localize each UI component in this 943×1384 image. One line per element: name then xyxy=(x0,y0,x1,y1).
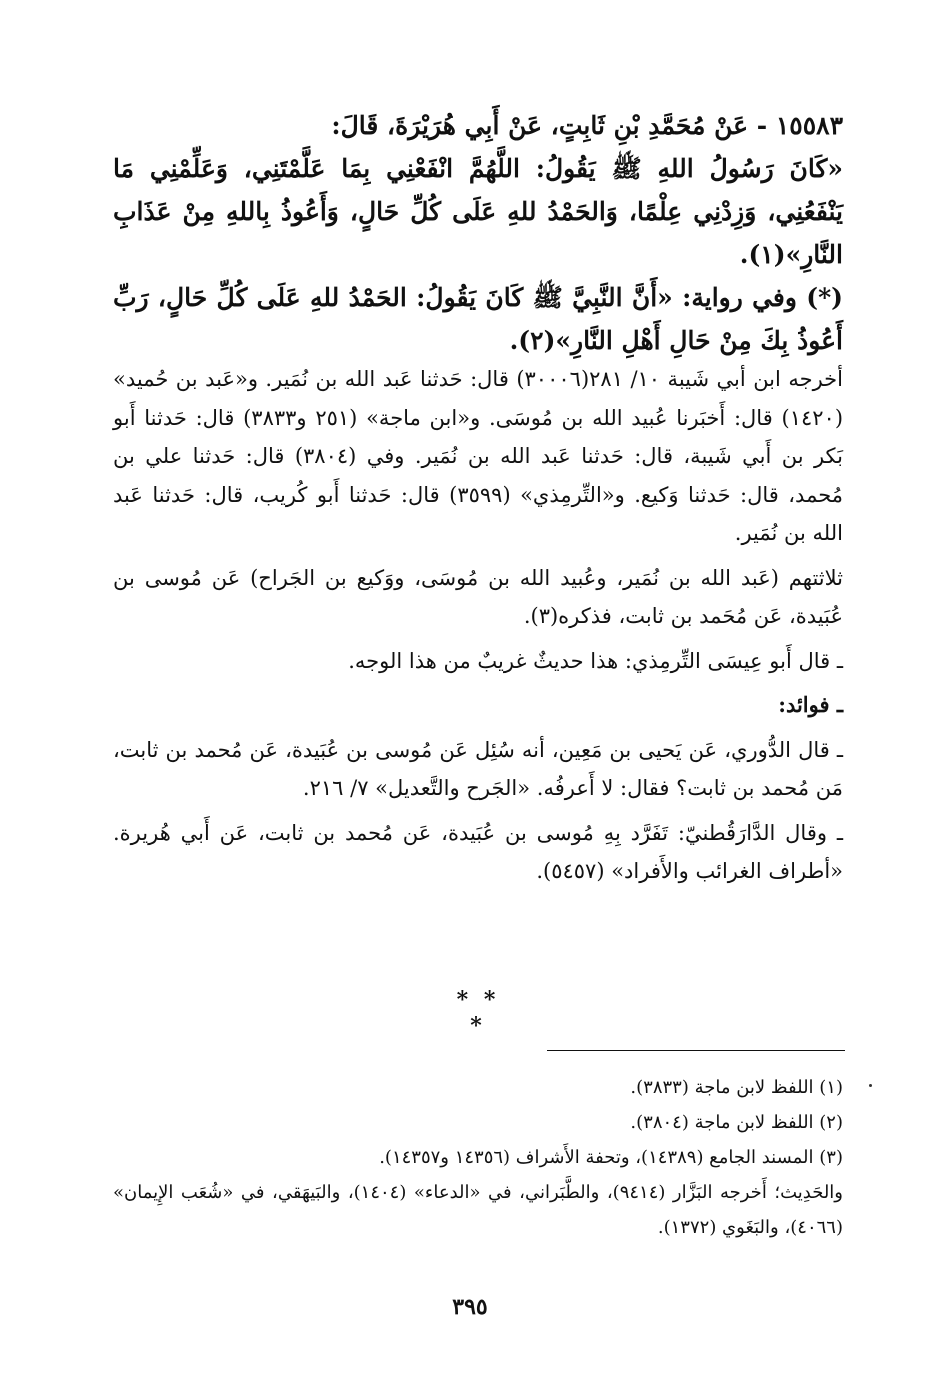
hadith-isnad-line xyxy=(113,104,843,147)
page-number: ٣٩٥ xyxy=(452,1294,488,1320)
takhrij-paragraph-2: ثلاثتهم (عَبد الله بن نُمَير، وعُبيد الله بن مُوسَى، ووَكيع بن الجَراح) عَن مُوسى بن عُبَيدة، عَن مُحَمد بن ثابت، فذكره(٣). xyxy=(113,565,843,628)
fawaid-paragraph-1: ـ قال الدُّوري، عَن يَحيى بن مَعِين، أنه سُئِل عَن مُوسى بن عُبَيدة، عَن مُحمد بن ثابت، مَن مُحمد بن ثابت؟ فقال: لا أَعرفُه. «الجَرح والتَّعديل» ٧/ ٢١٦. xyxy=(113,737,843,800)
takhrij-section xyxy=(113,360,843,891)
footnote-1: (١) اللفظ لابن ماجة (٣٨٣٣). xyxy=(630,1077,843,1098)
footnotes xyxy=(113,1070,843,1245)
fawaid-heading: ـ فوائد: xyxy=(778,692,843,717)
hadith-isnad: - عَنْ مُحَمَّدِ بْنِ ثَابِتٍ، عَنْ أَبِي هُرَيْرَةَ، قَالَ: xyxy=(331,111,768,140)
footnote-3: (٣) المسند الجامع (١٤٣٨٩)، وتحفة الأَشراف (١٤٣٥٦ و١٤٣٥٧). xyxy=(379,1147,843,1168)
hadith-riwaya: (*) وفي رواية: «أَنَّ النَّبِيَّ ﷺ كَانَ يَقُولُ: الحَمْدُ للهِ عَلَى كُلِّ حَالٍ، رَبِّ أَعُوذُ بِكَ مِنْ حَالِ أَهْلِ النَّارِ»(٢). xyxy=(113,283,843,355)
hadith-matn: «كَانَ رَسُولُ اللهِ ﷺ يَقُولُ: اللَّهُمَّ انْفَعْنِي بِمَا عَلَّمْتَنِي، وَعَلِّمْنِي مَا يَنْفَعُنِي، وَزِدْنِي عِلْمًا، وَالحَمْدُ للهِ عَلَى كُلِّ حَالٍ، وَأَعُوذُ بِاللهِ مِنْ عَذَابِ النَّارِ»(١). xyxy=(113,154,843,269)
footnote-rule xyxy=(547,1050,845,1051)
hadith-number: ١٥٥٨٣ xyxy=(775,111,843,140)
footnote-3-continuation: والحَدِيث؛ أَخرجه البَزَّار (٩٤١٤)، والطَّبَراني، في «الدعاء» (١٤٠٤)، والبَيهَقي، في «شُعَب الإِيمان» (٤٠٦٦)، والبَغَوي (١٣٧٢). xyxy=(113,1182,843,1238)
takhrij-paragraph-1: أخرجه ابن أبي شَيبة ١٠/ ٢٨١(٣٠٠٠٦) قال: حَدثنا عَبد الله بن نُمَير. و«عَبد بن حُميد» (١٤٢٠) قال: أَخبَرنا عُبيد الله بن مُوسَى. و«ابن ماجة» (٢٥١ و٣٨٣٣) قال: حَدثنا أَبو بَكر بن أَبي شَيبة، قال: حَدثنا عَبد الله بن نُمَير. وفي (٣٨٠٤) قال: حَدثنا علي بن مُحمد، قال: حَدثنا وَكيع. و«التِّرمِذي» (٣٥٩٩) قال: حَدثنا أَبو كُريب، قال: حَدثنا عَبد الله بن نُمَير. xyxy=(113,367,844,545)
stray-mark xyxy=(869,1084,872,1087)
hadith-text xyxy=(113,104,843,362)
section-separator: * * * xyxy=(456,987,500,1039)
footnote-2: (٢) اللفظ لابن ماجة (٣٨٠٤). xyxy=(630,1112,843,1133)
fawaid-paragraph-2: ـ وقال الدَّارَقُطنيّ: تَفَرَّد بِهِ مُوسى بن عُبَيدة، عَن مُحمد بن ثابت، عَن أَبي هُريرة. «أطراف الغرائب والأَفراد» (٥٤٥٧). xyxy=(113,820,843,883)
tirmidhi-statement: ـ قال أَبو عِيسَى التِّرمِذي: هذا حديثٌ غريبٌ من هذا الوجه. xyxy=(348,648,843,673)
